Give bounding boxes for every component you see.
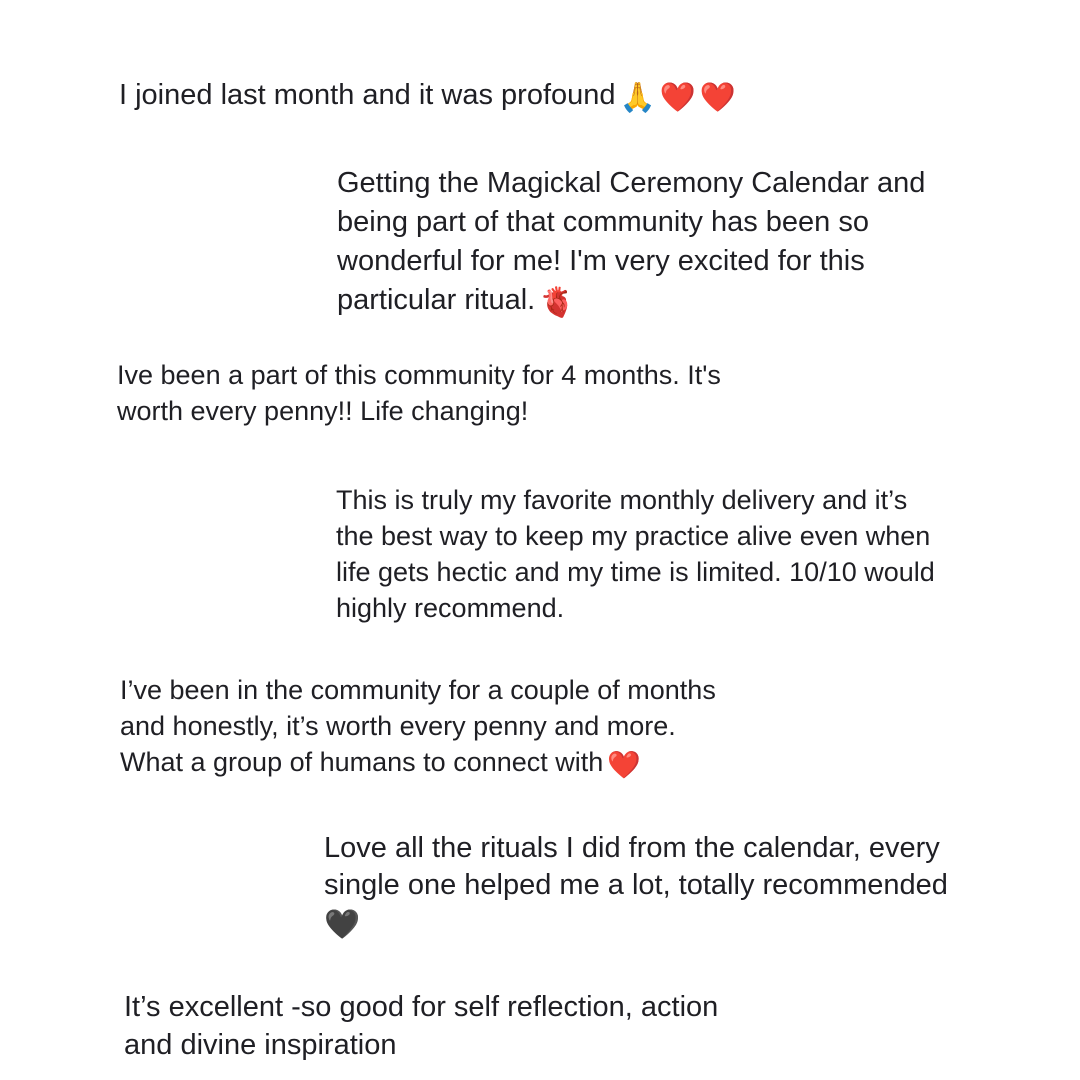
testimonial-line: the best way to keep my practice alive even when bbox=[336, 521, 931, 551]
testimonial-line: What a group of humans to connect with ❤️ bbox=[120, 744, 716, 784]
testimonial-line: It’s excellent -so good for self reflection, action bbox=[124, 991, 719, 1023]
testimonial-line: life gets hectic and my time is limited. 10/10 would bbox=[336, 557, 935, 587]
testimonial-line: wonderful for me! I'm very excited for this bbox=[337, 245, 865, 277]
folded-hands-icon: 🙏 bbox=[619, 80, 656, 114]
testimonial-line: Getting the Magickal Ceremony Calendar and bbox=[337, 167, 926, 199]
testimonial-line: highly recommend. bbox=[336, 593, 565, 623]
testimonial-line: particular ritual. 🫀 bbox=[337, 281, 925, 322]
testimonial-4 bbox=[336, 482, 935, 626]
testimonial-line: being part of that community has been so bbox=[337, 206, 869, 238]
testimonial-5 bbox=[120, 672, 716, 784]
testimonial-line: Ive been a part of this community for 4 months. It's bbox=[117, 360, 721, 390]
testimonial-7 bbox=[124, 988, 718, 1064]
black-heart-icon: 🖤 bbox=[324, 907, 361, 941]
testimonial-line: single one helped me a lot, totally recommended bbox=[324, 869, 948, 901]
red-heart-icon: ❤️ bbox=[699, 80, 736, 114]
testimonial-1 bbox=[119, 76, 736, 116]
testimonial-line: worth every penny!! Life changing! bbox=[117, 396, 529, 426]
testimonial-2 bbox=[337, 164, 925, 322]
red-heart-icon: ❤️ bbox=[607, 750, 641, 781]
testimonial-line: I’ve been in the community for a couple of months bbox=[120, 675, 716, 705]
testimonial-line: This is truly my favorite monthly delivery and it’s bbox=[336, 485, 908, 515]
testimonial-line: I joined last month and it was profound 🙏 ❤️ ❤️ bbox=[119, 79, 736, 114]
testimonial-line: Love all the rituals I did from the calendar, every bbox=[324, 832, 940, 864]
testimonial-line: and honestly, it’s worth every penny and more. bbox=[120, 711, 676, 741]
testimonial-line: and divine inspiration bbox=[124, 1029, 397, 1061]
anatomical-heart-icon: 🫀 bbox=[539, 285, 576, 319]
testimonial-3 bbox=[117, 357, 721, 429]
testimonial-6 bbox=[324, 830, 948, 943]
red-heart-icon: ❤️ bbox=[659, 80, 696, 114]
testimonial-line bbox=[324, 904, 948, 943]
